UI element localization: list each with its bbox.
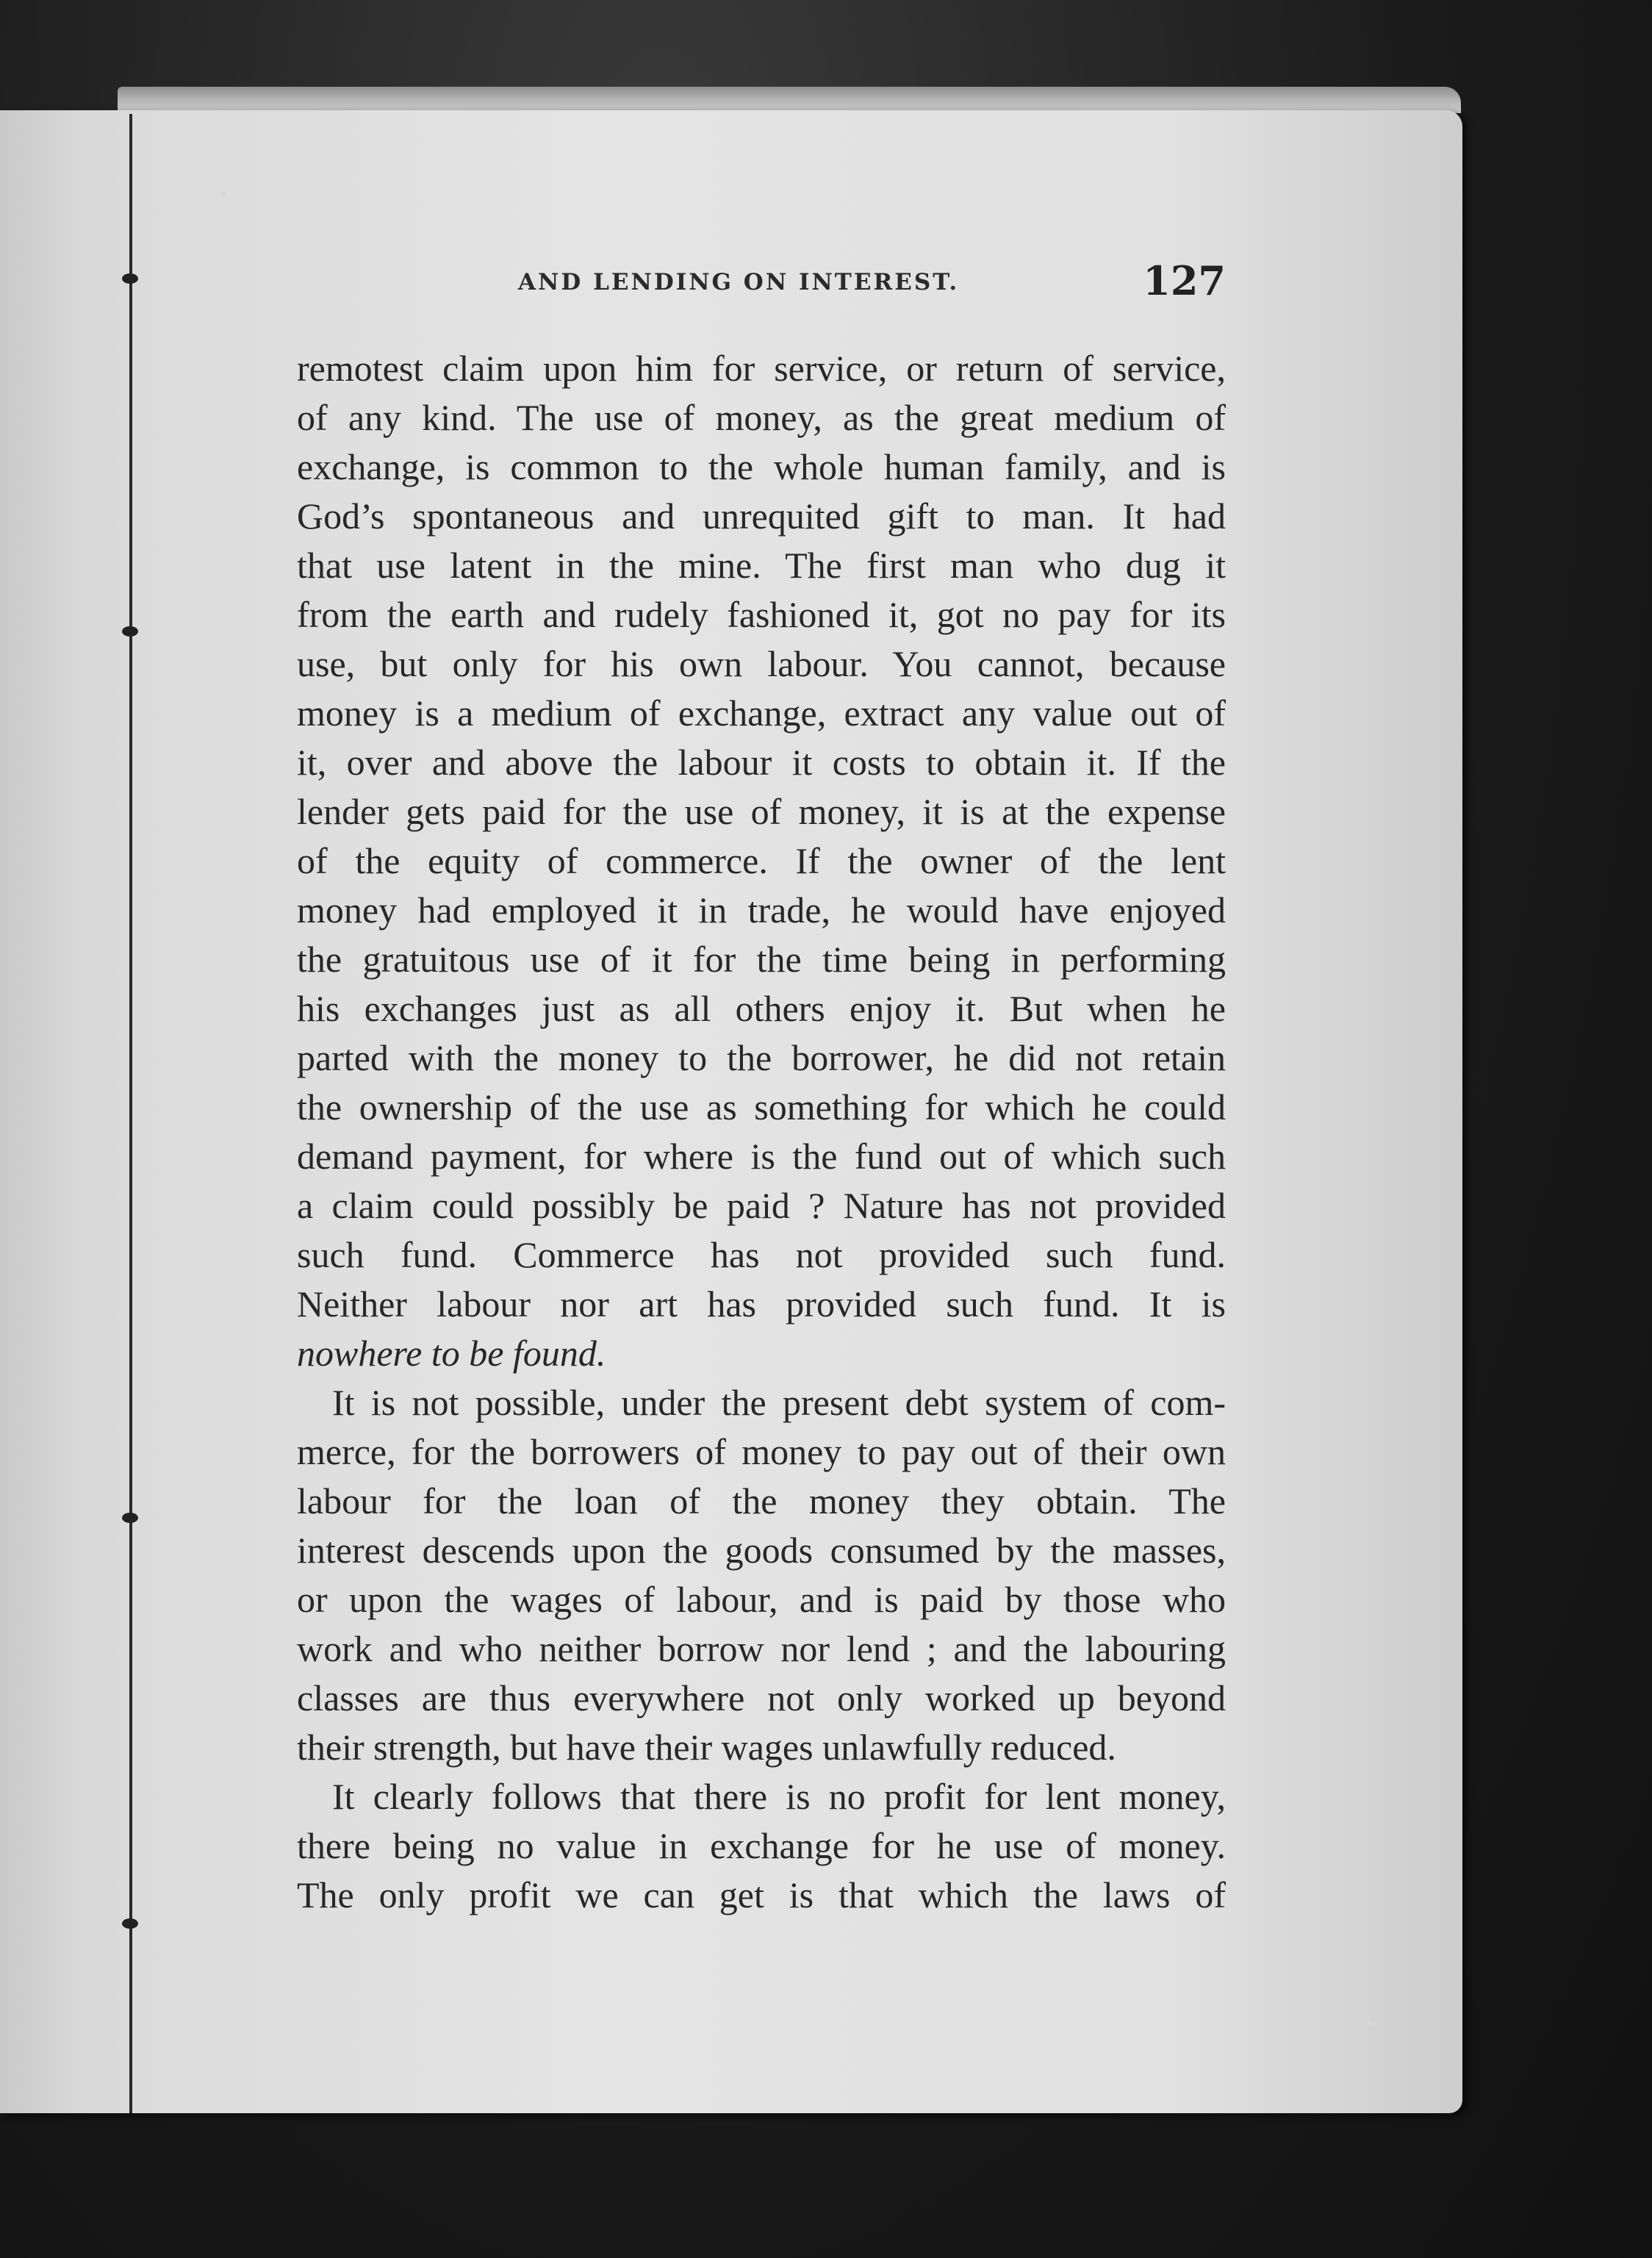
binding-stitch <box>122 1918 138 1929</box>
body-text <box>297 344 1226 1920</box>
text-line: money had employed it in trade, he would have enjoyed <box>297 889 1226 931</box>
text-line: the gratuitous use of it for the time being in performing <box>297 939 1226 980</box>
text-line: their strength, but have their wages unlawfully reduced. <box>297 1727 1116 1768</box>
text-line: the ownership of the use as something for which he could <box>297 1086 1226 1128</box>
text-line: remotest claim upon him for service, or return of service, <box>297 348 1226 389</box>
text-line: his exchanges just as all others enjoy it. But when he <box>297 988 1226 1029</box>
text-line: a claim could possibly be paid ? Nature has not provided <box>297 1185 1226 1226</box>
text-line: from the earth and rudely fashioned it, got no pay for its <box>297 594 1226 635</box>
text-line: Neither labour nor art has provided such fund. It is <box>297 1283 1226 1325</box>
text-line: It clearly follows that there is no profit for lent money, <box>332 1776 1226 1817</box>
text-line: It is not possible, under the present debt system of com- <box>332 1382 1226 1423</box>
text-line: lender gets paid for the use of money, it is at the expense <box>297 791 1226 832</box>
binding-stitch <box>122 626 138 637</box>
page-top-edge <box>118 87 1461 113</box>
text-line: classes are thus everywhere not only worked up beyond <box>297 1677 1226 1718</box>
text-line: merce, for the borrowers of money to pay out of their own <box>297 1431 1226 1472</box>
text-line: work and who neither borrow nor lend ; and the labouring <box>297 1628 1226 1669</box>
paper-speck <box>220 191 226 197</box>
text-line: money is a medium of exchange, extract any value out of <box>297 692 1226 734</box>
gutter-line <box>129 114 132 2113</box>
text-line: of the equity of commerce. If the owner of the lent <box>297 840 1226 881</box>
running-head: AND LENDING ON INTEREST. <box>518 269 960 295</box>
text-line: labour for the loan of the money they obtain. The <box>297 1480 1226 1522</box>
text-line: God’s spontaneous and unrequited gift to man. It had <box>297 495 1226 537</box>
text-line: or upon the wages of labour, and is paid by those who <box>297 1579 1226 1620</box>
text-line: nowhere to be found. <box>297 1333 606 1374</box>
binding-stitch <box>122 1513 138 1523</box>
text-line: demand payment, for where is the fund out of which such <box>297 1136 1226 1177</box>
text-line: there being no value in exchange for he use of money. <box>297 1825 1226 1866</box>
paper-speck <box>1367 2021 1371 2026</box>
binding-stitch <box>122 273 138 284</box>
text-line: such fund. Commerce has not provided such fund. <box>297 1234 1226 1275</box>
text-line: that use latent in the mine. The first man who dug it <box>297 545 1226 586</box>
text-line: of any kind. The use of money, as the great medium of <box>297 397 1226 438</box>
text-line: interest descends upon the goods consumed by the masses, <box>297 1530 1226 1571</box>
text-line: exchange, is common to the whole human family, and is <box>297 446 1226 487</box>
text-line: use, but only for his own labour. You cannot, because <box>297 643 1226 684</box>
text-line: it, over and above the labour it costs to obtain it. If the <box>297 742 1226 783</box>
page-number: 127 <box>1143 257 1226 304</box>
text-line: The only profit we can get is that which the laws of <box>297 1874 1226 1915</box>
text-line: parted with the money to the borrower, he did not retain <box>297 1037 1226 1078</box>
page-header <box>294 259 1226 318</box>
